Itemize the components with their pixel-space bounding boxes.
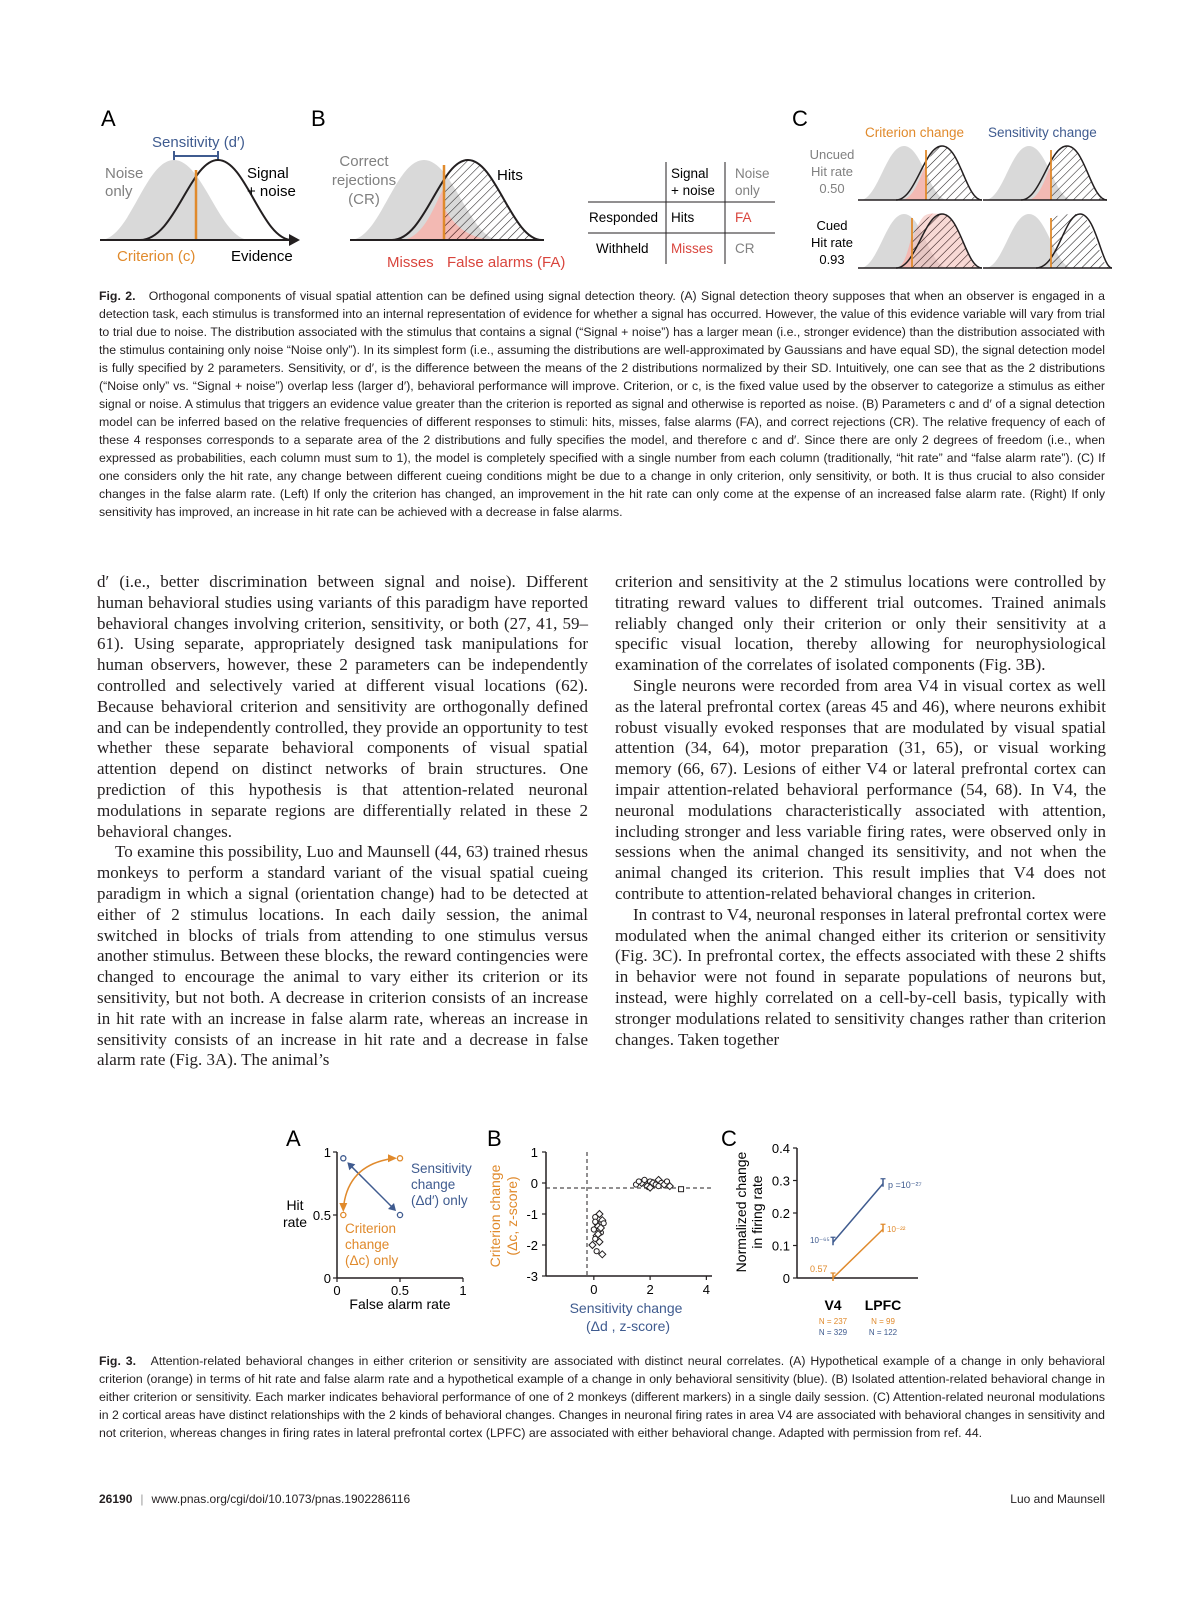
- sensitivity-session-marker: [649, 1180, 656, 1187]
- footer-separator: |: [140, 1492, 144, 1506]
- ytick-label: 0.4: [771, 1141, 790, 1156]
- fig3c-category-lpfc: LPFC: [864, 1297, 902, 1313]
- sensitivity-session-marker: [647, 1184, 654, 1191]
- table-cell-hits: Hits: [671, 210, 695, 225]
- svg-text:rejections: rejections: [331, 172, 397, 189]
- sensitivity-session-marker: [666, 1183, 673, 1190]
- cued-label: Cued: [816, 218, 848, 233]
- criterion-session-marker: [595, 1231, 602, 1238]
- fig3-panel-label-c: C: [721, 1126, 737, 1151]
- criterion-session-marker: [589, 1242, 596, 1249]
- running-authors: Luo and Maunsell: [1010, 1492, 1105, 1506]
- figure-2: [0, 0, 1200, 285]
- sensitivity-note: Sensitivity: [411, 1161, 472, 1176]
- figure-2-caption: [99, 287, 1105, 521]
- ytick-label: -3: [526, 1269, 538, 1284]
- response-table: [588, 162, 775, 264]
- svg-text:change: change: [345, 1237, 390, 1252]
- page-number: 26190: [99, 1492, 133, 1506]
- sensitivity-bracket: [174, 151, 218, 161]
- n-lpfc-blue: N = 122: [868, 1328, 898, 1337]
- fig3c-marks: [831, 1179, 886, 1281]
- sensitivity-label: Sensitivity (d′): [152, 134, 245, 151]
- body-paragraph: Single neurons were recorded from area V4 in visual cortex as well as the lateral prefrontal cortex (areas 45 and 46), where neurons exhibit robust visually evoked responses that are modulated by visual spatial attention (34, 64), motor preparation (31, 65), or visual working memory (66, 67). Lesions of either V4 or lateral prefrontal cortex can impair attention-related behavioral performance (54, 68). In V4, the neuronal modulations characteristically associated with attention, including stronger and less variable firing rates, were observed only in sessions when the animal changed its sensitivity, and not when the animal changed its criterion. This result implies that V4 does not contribute to attention-related behavioral changes in criterion.: [615, 675, 1106, 903]
- svg-text:+ noise: + noise: [247, 183, 296, 200]
- body-column-right: [615, 572, 1106, 1050]
- page-footer: [99, 1492, 1105, 1512]
- fig3c-category-v4: V4: [824, 1297, 842, 1313]
- criterion-session-marker: [593, 1236, 598, 1241]
- ytick-label: 0: [323, 1271, 331, 1286]
- p-orange-v4: 0.57: [810, 1264, 828, 1274]
- svg-text:(Δc) only: (Δc) only: [345, 1253, 399, 1268]
- fig3a-axes: [337, 1152, 463, 1278]
- criterion-session-marker: [593, 1232, 600, 1239]
- sensitivity-point: [341, 1156, 346, 1161]
- xtick-label: 2: [646, 1282, 654, 1297]
- ytick-label: -2: [526, 1238, 538, 1253]
- hits-label: Hits: [497, 167, 523, 184]
- table-cell-misses: Misses: [671, 241, 714, 256]
- criterion-label: Criterion (c): [117, 248, 196, 265]
- svg-text:(Δc, z-score): (Δc, z-score): [504, 1176, 520, 1256]
- sensitivity-session-marker: [648, 1179, 653, 1184]
- xtick-label: 0: [590, 1282, 598, 1297]
- criterion-point: [397, 1156, 402, 1161]
- doi-link[interactable]: www.pnas.org/cgi/doi/10.1073/pnas.1902286116: [151, 1492, 411, 1506]
- noise-only-label: Noise: [105, 165, 144, 182]
- criterion-session-marker: [601, 1221, 606, 1226]
- fig3b-ticks: [526, 1145, 710, 1297]
- svg-text:in firing rate: in firing rate: [749, 1175, 765, 1249]
- sensitivity-session-marker: [661, 1181, 668, 1188]
- table-cell-cr: CR: [735, 241, 755, 256]
- ytick-label: 0: [782, 1271, 790, 1286]
- cued-sensitivity-plot: [983, 214, 1112, 268]
- criterion-session-marker: [594, 1221, 599, 1226]
- criterion-arrow-head: [388, 1154, 397, 1162]
- hits-area: [444, 160, 542, 240]
- sensitivity-session-marker: [659, 1180, 664, 1185]
- sensitivity-session-marker: [642, 1177, 647, 1182]
- sensitivity-session-marker: [644, 1183, 651, 1190]
- criterion-note: Criterion: [345, 1221, 397, 1236]
- table-row-withheld: Withheld: [596, 241, 649, 256]
- criterion-session-marker: [599, 1251, 606, 1258]
- uncued-sensitivity-plot: [983, 146, 1107, 200]
- svg-text:only: only: [735, 183, 760, 198]
- fig3a-ylabel: Hit: [286, 1197, 304, 1213]
- fig3a-xlabel: False alarm rate: [349, 1296, 451, 1312]
- criterion-point: [341, 1212, 346, 1217]
- evidence-arrow: [289, 234, 300, 246]
- table-col-noise: Noise: [735, 166, 770, 181]
- xtick-label: 1: [459, 1283, 467, 1298]
- criterion-change-heading: Criterion change: [865, 125, 965, 140]
- figure-2-caption-label: Fig. 2.: [99, 289, 136, 303]
- figure-3-caption-label: Fig. 3.: [99, 1354, 136, 1368]
- n-lpfc-orange: N = 99: [871, 1317, 895, 1326]
- ytick-label: 0: [530, 1176, 538, 1191]
- criterion-session-marker: [598, 1230, 603, 1235]
- fig3-panel-label-b: B: [487, 1126, 502, 1151]
- table-row-responded: Responded: [589, 210, 659, 225]
- svg-text:0.93: 0.93: [819, 252, 845, 267]
- criterion-session-marker: [593, 1219, 598, 1224]
- fig3c-ylabel: Normalized change: [733, 1151, 749, 1273]
- ytick-label: -1: [526, 1207, 538, 1222]
- misses-label: Misses: [387, 254, 434, 271]
- signal-noise-label: Signal: [247, 165, 289, 182]
- xtick-label: 0.5: [390, 1283, 410, 1298]
- cued-criterion-plot: [858, 214, 982, 269]
- criterion-session-marker: [597, 1227, 602, 1232]
- svg-text:+ noise: + noise: [671, 183, 715, 198]
- body-paragraph: To examine this possibility, Luo and Maunsell (44, 63) trained rhesus monkeys to perform a standard variant of the visual spatial cueing paradigm in which a signal (orientation change) had to be detected at either of 2 stimulus locations. In each daily session, the animal switched in blocks of trials from attending to one stimulus versus another stimulus. Between these blocks, the reward contingencies were changed to encourage the animal to vary either its criterion or its sensitivity, but not both. A decrease in criterion consists of an increase in hit rate with an increase in false alarm rate, whereas an increase in sensitivity consists of an increase in hit rate and a decrease in false alarm rate (Fig. 3A). The animal’s: [97, 842, 588, 1070]
- ytick-label: 0.3: [771, 1173, 790, 1189]
- figure-2-caption-text: Orthogonal components of visual spatial attention can be defined using signal detection theory. (A) Signal detection theory supposes that when an observer is engaged in a detection task, each stimulus is transformed into an internal representation of evidence for whether a signal has occurred. However, the value of this evidence variable will vary from trial to trial due to noise. The distribution associated with the stimulus that contains a signal (“Signal + noise”) has a larger mean (i.e., stronger evidence) than the distribution associated with the stimulus containing only noise “Noise only”). In its simplest form (i.e., assuming the distributions are well-approximated by Gaussians and have equal SD), the signal detection model is fully specified by 2 parameters. Sensitivity, or d′, is the difference between the means of the 2 distributions normalized by their SD. Intuitively, one can see that as the 2 distributions (“Noise only” vs. “Signal + noise”) overlap less (larger d′), behavioral performance will improve. Criterion, or c, is the fixed value used by the observer to categorize a stimulus as either signal or noise. A stimulus that triggers an evidence value greater than the criterion is reported as signal and otherwise is reported as noise. (B) Parameters c and d′ of a signal detection model can be inferred based on the relative frequencies of different responses to stimuli: hits, misses, false alarms (FA), and correct rejections (CR). The relative frequency of each of these 4 responses corresponds to a separate area of the 2 distributions and fully specifies the model, and therefore c and d′. Since there are only 2 degrees of freedom (i.e., when expressed as probabilities, each column must sum to 1), the model is completely specified with a single number from each column (traditionally, “hit rate” and “false alarm rate”). (C) If one considers only the hit rate, any change between different cueing conditions might be due to a change in only criterion, only sensitivity, or both. It is thus crucial to also consider changes in the false alarm rate. (Left) If only the criterion has changed, an improvement in the hit rate can only come at the expense of an increased false alarm rate. (Right) If only sensitivity has improved, an increase in hit rate can be achieved with a decrease in false alarms.: [99, 289, 1106, 519]
- table-col-signal: Signal: [671, 166, 709, 181]
- fig3-panel-label-a: A: [286, 1126, 301, 1151]
- sensitivity-change-heading: Sensitivity change: [988, 125, 1097, 140]
- sensitivity-arrow-head: [347, 1162, 355, 1170]
- false-alarms-label: False alarms (FA): [447, 254, 566, 271]
- body-paragraph: d′ (i.e., better discrimination between signal and noise). Different human behavioral studies using variants of this paradigm have reported behavioral changes involving criterion, sensitivity, or both (27, 41, 59–61). Using separate, appropriately designed task manipulations for human observers, however, these 2 parameters can be independently controlled and selectively varied at different visual locations (62). Because behavioral criterion and sensitivity are orthogonally defined and can be independently controlled, they provide an opportunity to test whether these separate behavioral components of visual spatial attention depend on distinct networks of brain structures. One prediction of this hypothesis is that attention-related neuronal modulations in separate regions are differentially related in these 2 behavioral changes.: [97, 572, 588, 841]
- sensitivity-session-marker: [655, 1176, 662, 1183]
- fig3b-ylabel: Criterion change: [487, 1164, 503, 1268]
- n-v4-blue: N = 329: [818, 1328, 848, 1337]
- svg-text:rate: rate: [282, 1214, 308, 1230]
- fig3b-xlabel: Sensitivity change: [569, 1300, 683, 1316]
- sensitivity-line: [833, 1184, 883, 1243]
- sensitivity-arrow-line: [348, 1163, 395, 1210]
- sensitivity-session-marker: [636, 1179, 641, 1184]
- criterion-session-marker: [597, 1224, 604, 1231]
- ytick-label: 1: [530, 1145, 538, 1160]
- svg-text:(Δd , z-score): (Δd , z-score): [585, 1318, 671, 1334]
- fig3b-marks: [589, 1176, 684, 1257]
- svg-text:(CR): (CR): [348, 191, 380, 208]
- fig3c-ticks: [772, 1141, 797, 1286]
- criterion-session-marker: [596, 1238, 603, 1245]
- criterion-arrow-head: [339, 1203, 347, 1212]
- fig3c-axes: [797, 1148, 918, 1278]
- criterion-arrow-line: [343, 1158, 394, 1209]
- p-orange-lpfc: 10⁻²²: [887, 1225, 906, 1234]
- svg-text:Hit rate: Hit rate: [811, 235, 853, 250]
- figure-3-caption: [99, 1352, 1105, 1442]
- criterion-session-marker: [591, 1227, 596, 1232]
- fig3b-reference-lines: [546, 1152, 712, 1276]
- svg-text:0.50: 0.50: [819, 181, 845, 196]
- criterion-line: [833, 1229, 883, 1278]
- fig2-panel-label-a: A: [101, 106, 116, 131]
- sensitivity-session-marker: [679, 1187, 684, 1192]
- figure-3-caption-text: Attention-related behavioral changes in either criterion or sensitivity are associated with distinct neural correlates. (A) Hypothetical example of a change in only behavioral criterion (orange) in terms of hit rate and false alarm rate and a hypothetical example of a change in only behavioral sensitivity (blue). (B) Isolated attention-related behavioral change in either criterion or sensitivity. Each marker indicates behavioral performance of one of 2 monkeys (different markers) in a single daily session. (C) Attention-related neuronal modulations in 2 cortical areas have distinct relationships with the 2 kinds of behavioral changes. Changes in neuronal firing rates in area V4 are associated with behavioral changes in sensitivity and not criterion, whereas changes in firing rates in lateral prefrontal cortex (LPFC) are associated with either behavioral change. Adapted with permission from ref. 44.: [99, 1354, 1105, 1440]
- n-v4-orange: N = 237: [818, 1317, 848, 1326]
- xtick-label: 4: [702, 1282, 710, 1297]
- uncued-criterion-plot: [858, 146, 982, 200]
- body-paragraph: In contrast to V4, neuronal responses in lateral prefrontal cortex were modulated when the animal changed either its criterion or sensitivity (Fig. 3C). In prefrontal cortex, the effects associated with these 2 shifts in behavior were not found in separate populations of neurons but, instead, were highly correlated on a cell-by-cell basis, typically with stronger modulations related to sensitivity changes rather than criterion changes. Taken together: [615, 904, 1106, 1049]
- xtick-label: 0: [333, 1283, 341, 1298]
- uncued-label: Uncued: [809, 147, 855, 162]
- fig2-panel-label-c: C: [792, 106, 808, 131]
- fig3a-marks: [339, 1154, 402, 1217]
- fig2-panel-label-b: B: [311, 106, 326, 131]
- body-column-left: [97, 572, 588, 1071]
- ytick-label: 0.5: [312, 1208, 331, 1223]
- criterion-session-marker: [595, 1223, 602, 1230]
- svg-text:Hit rate: Hit rate: [811, 164, 853, 179]
- svg-text:(Δd′) only: (Δd′) only: [411, 1193, 468, 1208]
- svg-text:change: change: [411, 1177, 456, 1192]
- sensitivity-point: [397, 1212, 402, 1217]
- criterion-session-marker: [599, 1217, 606, 1224]
- correct-rejections-label: Correct: [339, 153, 389, 170]
- sensitivity-session-marker: [633, 1182, 638, 1187]
- ytick-label: 0.1: [771, 1238, 790, 1254]
- p-blue-v4: 10⁻⁶⁵: [810, 1236, 830, 1245]
- ytick-label: 0.2: [771, 1206, 790, 1221]
- p-blue-lpfc: p =10⁻²⁷: [888, 1180, 922, 1190]
- criterion-session-marker: [596, 1211, 603, 1218]
- svg-text:only: only: [105, 183, 133, 200]
- sensitivity-session-marker: [638, 1180, 645, 1187]
- sensitivity-session-marker: [656, 1184, 661, 1189]
- sensitivity-session-marker: [653, 1182, 658, 1187]
- evidence-label: Evidence: [231, 248, 293, 265]
- sensitivity-session-marker: [664, 1179, 669, 1184]
- criterion-session-marker: [594, 1249, 599, 1254]
- ytick-label: 1: [323, 1145, 331, 1160]
- fig3a-ticks: [313, 1145, 467, 1298]
- fig3b-axes: [546, 1152, 712, 1276]
- criterion-session-marker: [593, 1215, 598, 1220]
- body-paragraph: criterion and sensitivity at the 2 stimulus locations were controlled by titrating reward values to different trial outcomes. Trained animals reliably changed only their criterion or only their sensitivity at a specific visual location, thereby allowing for neurophysiological examination of the correlates of isolated components (Fig. 3B).: [615, 572, 1106, 675]
- table-cell-fa: FA: [735, 210, 752, 225]
- sensitivity-arrow-head: [388, 1203, 396, 1211]
